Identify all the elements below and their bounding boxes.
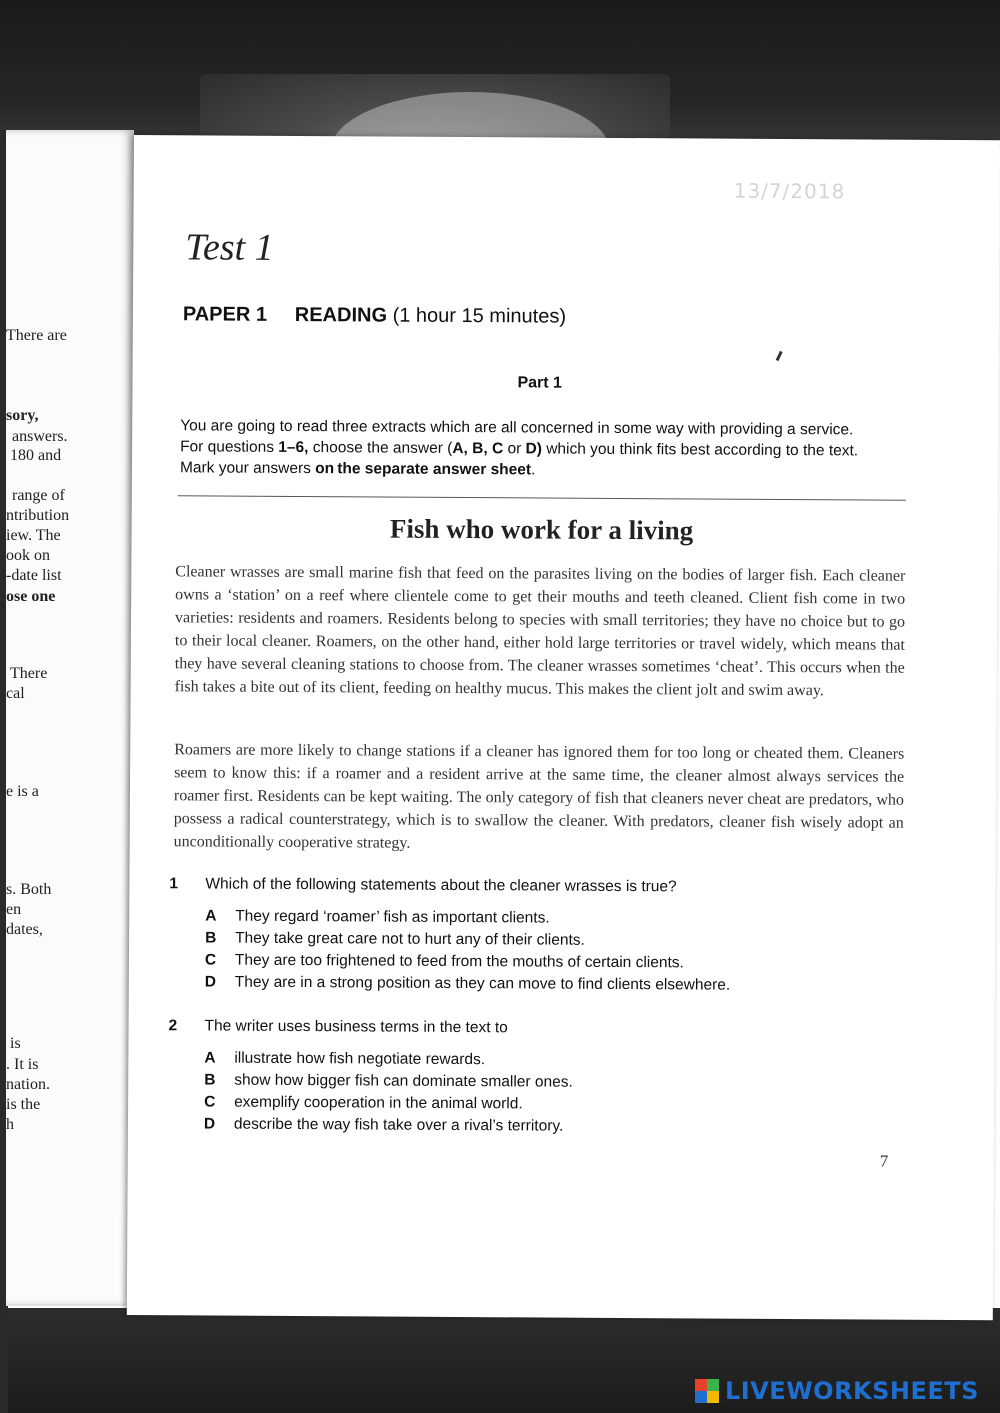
text-fragment: For questions xyxy=(180,438,279,456)
question-stem: Which of the following statements about the cleaner wrasses is true? xyxy=(205,875,677,896)
brand-name: LIVEWORKSHEETS xyxy=(725,1377,979,1405)
instructions-line xyxy=(180,457,910,482)
question-number: 2 xyxy=(168,1017,178,1035)
left-page-line: . It is xyxy=(6,1056,39,1073)
divider xyxy=(178,495,906,500)
left-page-line: s. Both xyxy=(6,881,52,898)
left-page-line: sory, xyxy=(6,407,39,424)
option-letter: C xyxy=(204,1093,216,1111)
paper-heading xyxy=(183,303,566,328)
option-c[interactable] xyxy=(204,1093,523,1113)
page-number: 7 xyxy=(879,1151,889,1171)
option-letter: A xyxy=(204,1049,216,1067)
article-paragraph-2: Roamers are more likely to change stations if a cleaner has ignored them for too long or cheated them. Cleaners seem to know this: if a roamer and a resident arrive at the same time, the cleaner almost always services the roamer first. Residents can be kept waiting. The only category of fish that cleaners never cheat are predators, who possess a radical counterstrategy, which is to swallow the cleaner. With predators, cleaner fish wisely adopt an unconditionally cooperative strategy. xyxy=(173,741,905,852)
paper-section: READING xyxy=(294,303,388,327)
text-fragment: or xyxy=(503,440,526,458)
option-letter: C xyxy=(204,951,217,969)
text-fragment: choose the answer ( xyxy=(308,439,453,457)
paper-duration: (1 hour 15 minutes) xyxy=(392,304,567,328)
article-paragraph-1: Cleaner wrasses are small marine fish that feed on the parasites living on the bodies of larger fish. Each cleaner owns a ‘station’ on a reef where clientele come to get their mouths and teeth cleaned. Client fish come in two varieties: residents and roamers. Residents belong to species with small territories; they have no choice but to go to their local cleaner. Roamers, on the other hand, either hold large territories or travel widely, which means that they have several cleaning stations to choose from. The cleaner wrasses sometimes ‘cheat’. This occurs when the fish takes a bite out of its client, feeding on healthy mucus. This makes the client jolt and swim away. xyxy=(174,563,906,700)
question-2 xyxy=(168,1017,909,1135)
option-letter: B xyxy=(205,929,217,947)
option-a[interactable] xyxy=(205,907,550,927)
text-fragment: D) xyxy=(525,440,543,458)
text-fragment: 1–6, xyxy=(278,438,309,457)
text-fragment: on xyxy=(315,460,335,478)
right-page xyxy=(127,135,1000,1320)
left-page-line: dates, xyxy=(6,921,43,938)
test-title: Test 1 xyxy=(185,226,274,269)
option-c[interactable] xyxy=(205,951,684,972)
option-text: They are too frightened to feed from the mouths of certain clients. xyxy=(234,951,684,972)
left-page-line: ook on xyxy=(6,547,50,564)
left-page-line: ntribution xyxy=(6,507,70,524)
option-text: describe the way fish take over a rival’s territory. xyxy=(233,1115,564,1135)
option-text: illustrate how fish negotiate rewards. xyxy=(234,1049,486,1069)
left-page-line: is xyxy=(10,1035,21,1052)
option-text: They regard ‘roamer’ fish as important clients. xyxy=(235,907,550,927)
option-a[interactable] xyxy=(204,1049,485,1069)
left-page-line: h xyxy=(6,1116,14,1133)
option-text: show how bigger fish can dominate smaller ones. xyxy=(234,1071,573,1091)
option-d[interactable] xyxy=(204,1115,563,1135)
pen-mark xyxy=(776,351,783,361)
left-page-line: is the xyxy=(6,1096,41,1113)
option-text: They take great care not to hurt any of their clients. xyxy=(235,929,585,949)
left-page-line: -date list xyxy=(6,567,62,584)
part-label: Part 1 xyxy=(517,374,563,392)
left-page-line: en xyxy=(6,901,22,918)
left-page-line: There xyxy=(10,665,48,682)
option-letter: A xyxy=(205,907,217,925)
article-title: Fish who work for a living xyxy=(389,513,694,546)
text-fragment: which you think fits best according to the text. xyxy=(541,440,859,460)
option-letter: D xyxy=(203,1115,216,1133)
left-page-line: answers. xyxy=(12,428,68,445)
date-stamp: 13/7/2018 xyxy=(733,178,846,204)
paper-label: PAPER 1 xyxy=(182,303,268,326)
instructions xyxy=(180,415,910,482)
text-fragment: the separate answer sheet xyxy=(337,460,532,479)
text-fragment: Mark your answers xyxy=(179,459,316,478)
left-page-line: cal xyxy=(6,685,25,702)
option-letter: D xyxy=(204,973,217,991)
option-b[interactable] xyxy=(205,929,585,949)
text-fragment: . xyxy=(531,461,536,479)
left-page-line: nation. xyxy=(6,1076,50,1093)
question-1 xyxy=(169,875,909,994)
liveworksheets-logo-icon xyxy=(695,1379,719,1403)
left-page-line: There are xyxy=(6,327,67,344)
text-fragment: A, B, C xyxy=(452,439,504,458)
left-page-line: ose one xyxy=(6,588,56,605)
question-number: 1 xyxy=(169,875,179,893)
option-text: They are in a strong position as they can move to find clients elsewhere. xyxy=(234,973,731,994)
left-page-line: range of xyxy=(12,487,65,504)
option-d[interactable] xyxy=(205,973,731,994)
left-page-line: e is a xyxy=(6,783,39,800)
left-page-fragment xyxy=(6,130,134,1306)
option-letter: B xyxy=(204,1071,216,1089)
left-page-line: iew. The xyxy=(6,527,61,544)
liveworksheets-watermark[interactable] xyxy=(695,1378,979,1404)
option-b[interactable] xyxy=(204,1071,573,1091)
left-page-line: 180 and xyxy=(10,447,62,464)
option-text: exemplify cooperation in the animal world. xyxy=(234,1093,523,1113)
instructions-line: You are going to read three extracts which are all concerned in some way with providing a service. xyxy=(180,417,854,439)
question-stem: The writer uses business terms in the text to xyxy=(204,1017,508,1037)
